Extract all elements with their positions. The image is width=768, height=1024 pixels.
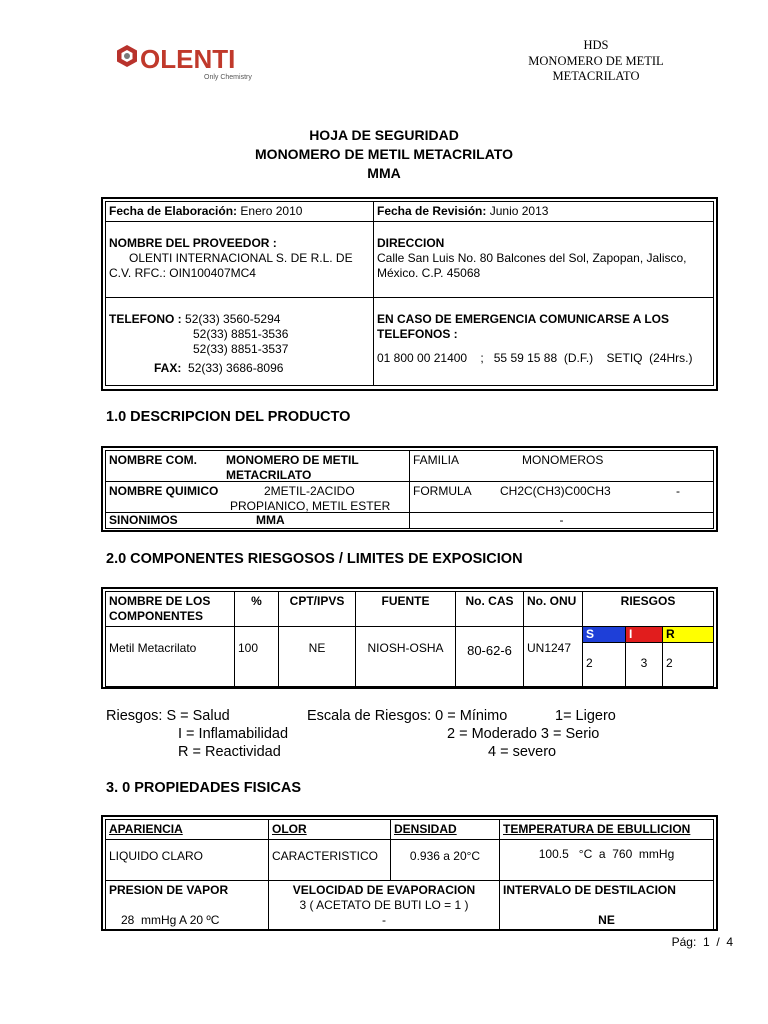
title-line: MONOMERO DE METIL METACRILATO (255, 146, 513, 162)
formula-extra: - (676, 484, 680, 498)
densidad-label: DENSIDAD (391, 820, 500, 840)
fax-label: FAX: (154, 361, 182, 375)
nombre-quimico-value: PROPIANICO, METIL ESTER (230, 499, 391, 513)
row-nombre: Metil Metacrilato (106, 627, 235, 687)
familia-cell (410, 451, 714, 482)
formula-label: FORMULA (413, 484, 472, 498)
velocidad-value: 3 ( ACETATO DE BUTI LO = 1 ) (299, 898, 469, 912)
header-cpt: CPT/IPVS (279, 592, 356, 627)
ebullicion-label: TEMPERATURA DE EBULLICION (500, 820, 714, 840)
row-fuente: NIOSH-OSHA (356, 627, 456, 687)
header-right (506, 38, 686, 85)
nombre-com-label: NOMBRE COM. (109, 453, 197, 467)
legend-ligero: 1= Ligero (555, 708, 616, 724)
destilacion-label: INTERVALO DE DESTILACION (503, 883, 676, 897)
direccion-cell (374, 222, 714, 298)
legend-reactividad: R = Reactividad (178, 744, 281, 760)
header-onu: No. ONU (524, 592, 583, 627)
sinonimos-cell (106, 513, 410, 529)
velocidad-cell (269, 881, 500, 931)
legend-salud: Riesgos: S = Salud (106, 708, 230, 724)
olor-label: OLOR (269, 820, 391, 840)
nombre-com-value: MONOMERO DE METIL METACRILATO (226, 453, 359, 482)
apariencia-label: APARIENCIA (106, 820, 269, 840)
title-line: HOJA DE SEGURIDAD (309, 127, 459, 143)
emergencia-cell (374, 298, 714, 386)
nombre-quimico-cell (106, 482, 410, 513)
header-riesgos: RIESGOS (583, 592, 714, 627)
familia-value: MONOMEROS (522, 453, 604, 467)
risk-letter-s: S (583, 627, 626, 643)
row-cpt: NE (279, 627, 356, 687)
proveedor-line: OLENTI INTERNACIONAL S. DE R.L. DE (129, 251, 353, 265)
header-fuente: FUENTE (356, 592, 456, 627)
fecha-revision-cell (374, 202, 714, 222)
risk-value-i: 3 (626, 643, 663, 687)
product-table (101, 446, 718, 532)
risk-legend (106, 708, 666, 763)
olenti-logo (112, 42, 262, 82)
presion-value: 28 mmHg A 20 ºC (121, 913, 220, 927)
emergencia-value: 01 800 00 21400 ; 55 59 15 88 (D.F.) SETIQ (24Hrs.) (377, 351, 693, 365)
risk-value-s: 2 (583, 643, 626, 687)
header-cas: No. CAS (456, 592, 524, 627)
olenti-logo-icon (112, 42, 262, 82)
nombre-quimico-value: 2METIL-2ACIDO (264, 484, 355, 498)
fecha-elaboracion-label: Fecha de Elaboración: (109, 204, 238, 218)
fecha-revision-label: Fecha de Revisión: (377, 204, 487, 218)
section-2-heading: 2.0 COMPONENTES RIESGOSOS / LIMITES DE EXPOSICION (106, 551, 523, 567)
telefono-value: 52(33) 8851-3537 (193, 342, 289, 356)
logo-brand: OLENTI (140, 44, 236, 74)
risk-value-r: 2 (663, 643, 714, 687)
row-pct: 100 (235, 627, 279, 687)
risk-letter-i: I (626, 627, 663, 643)
presion-cell (106, 881, 269, 931)
sinonimos-value: MMA (256, 513, 285, 527)
velocidad-label: VELOCIDAD DE EVAPORACION (292, 883, 476, 897)
formula-cell (410, 482, 714, 513)
properties-table (101, 815, 718, 931)
legend-severo: 4 = severo (488, 744, 557, 760)
proveedor-label: NOMBRE DEL PROVEEDOR : (109, 236, 277, 250)
fecha-revision-value: Junio 2013 (489, 204, 549, 218)
row-cas: 80-62-6 (456, 627, 524, 687)
info-table (101, 197, 718, 391)
nombre-com-cell (106, 451, 410, 482)
risk-letter-r: R (663, 627, 714, 643)
legend-inflamabilidad: I = Inflamabilidad (178, 726, 289, 742)
section-3-heading: 3. 0 PROPIEDADES FISICAS (106, 780, 301, 796)
densidad-value: 0.936 a 20°C (391, 840, 500, 881)
document-title (0, 126, 768, 183)
sinonimos-label: SINONIMOS (109, 513, 178, 527)
formula-value: CH2C(CH3)C00CH3 (500, 484, 611, 498)
destilacion-cell (500, 881, 714, 931)
velocidad-extra: - (382, 913, 386, 927)
page-number: Pág: 1 / 4 (671, 935, 733, 949)
title-line: MMA (367, 165, 401, 181)
proveedor-line: C.V. RFC.: OIN100407MC4 (109, 266, 256, 280)
destilacion-value: NE (598, 913, 615, 927)
sinonimos-right: - (410, 513, 714, 529)
header-line: METACRILATO (552, 69, 640, 83)
components-table (101, 587, 718, 689)
telefono-cell (106, 298, 374, 386)
header-line: MONOMERO DE METIL (528, 53, 664, 68)
ebullicion-value: 100.5 °C a 760 mmHg (500, 840, 714, 881)
row-onu: UN1247 (524, 627, 583, 687)
familia-label: FAMILIA (413, 453, 460, 467)
fecha-elaboracion-cell (106, 202, 374, 222)
header-line: HDS (583, 38, 609, 52)
header-pct: % (235, 592, 279, 627)
direccion-label: DIRECCION (377, 236, 445, 250)
legend-escala: Escala de Riesgos: 0 = Mínimo (307, 708, 508, 724)
legend-moderado: 2 = Moderado 3 = Serio (447, 726, 600, 742)
fecha-elaboracion-value: Enero 2010 (240, 204, 303, 218)
fax-value: 52(33) 3686-8096 (188, 361, 284, 375)
emergencia-label: EN CASO DE EMERGENCIA COMUNICARSE A LOS TELEFONOS : (377, 312, 670, 341)
presion-label: PRESION DE VAPOR (109, 883, 229, 897)
olor-value: CARACTERISTICO (269, 840, 391, 881)
nombre-quimico-label: NOMBRE QUIMICO (109, 484, 219, 498)
telefono-value: 52(33) 8851-3536 (193, 327, 289, 341)
telefono-value: 52(33) 3560-5294 (185, 312, 281, 326)
telefono-label: TELEFONO : (109, 312, 182, 326)
apariencia-value: LIQUIDO CLARO (106, 840, 269, 881)
proveedor-cell (106, 222, 374, 298)
logo-tagline: Only Chemistry (204, 74, 252, 81)
direccion-value: Calle San Luis No. 80 Balcones del Sol, Zapopan, Jalisco, México. C.P. 45068 (377, 251, 687, 280)
section-1-heading: 1.0 DESCRIPCION DEL PRODUCTO (106, 409, 351, 425)
header-componentes: NOMBRE DE LOS COMPONENTES (106, 592, 235, 627)
